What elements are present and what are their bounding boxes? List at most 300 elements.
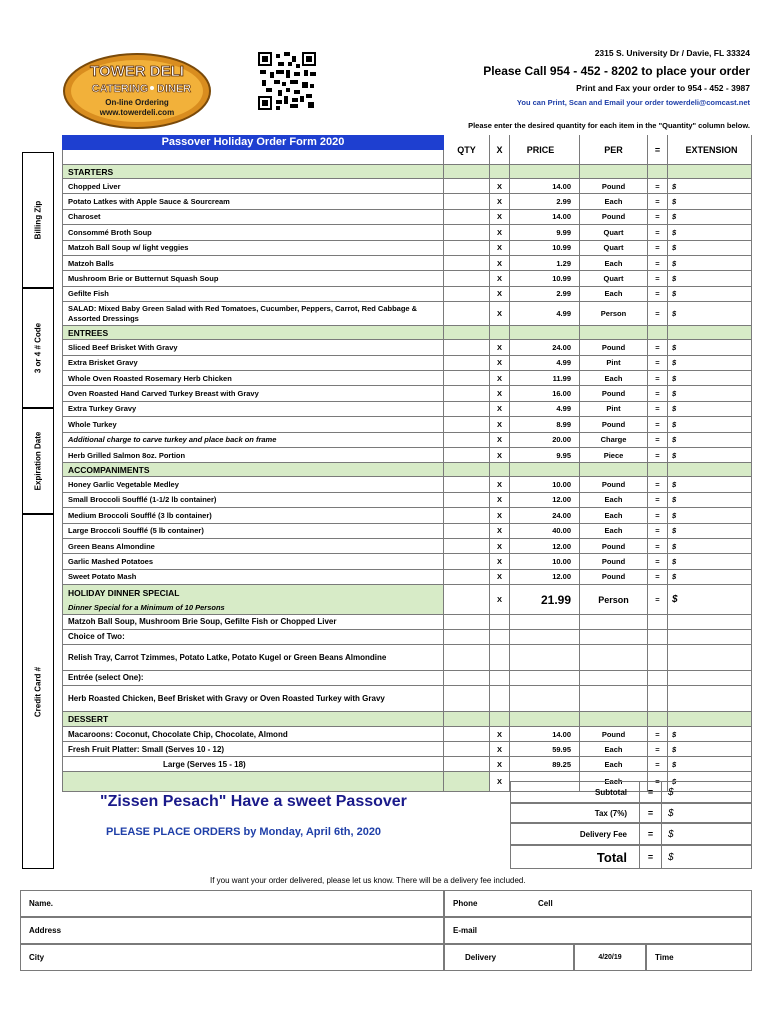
- times-sign: X: [490, 585, 510, 615]
- credit-card-field[interactable]: Credit Card #: [22, 514, 54, 869]
- empty-cell: [668, 645, 752, 671]
- menu-item-row: [62, 287, 752, 302]
- item-unit: Each: [580, 524, 648, 539]
- menu-item-row: [62, 448, 752, 463]
- special-unit: Person: [580, 585, 648, 615]
- summary-total-label: Total: [510, 845, 640, 869]
- empty-cell[interactable]: [444, 630, 490, 645]
- equals-sign: =: [648, 194, 668, 209]
- equals-sign: =: [648, 493, 668, 508]
- item-price: 20.00: [510, 433, 580, 448]
- order-deadline: PLEASE PLACE ORDERS by Monday, April 6th, 2020: [106, 826, 382, 838]
- empty-cell[interactable]: [444, 165, 490, 179]
- equals-sign: =: [648, 179, 668, 194]
- quantity-input[interactable]: [444, 554, 490, 569]
- item-price: 24.00: [510, 508, 580, 523]
- empty-cell: [510, 165, 580, 179]
- item-price: 4.99: [510, 356, 580, 371]
- item-price: 1.29: [510, 256, 580, 271]
- times-sign: X: [490, 772, 510, 792]
- times-sign: X: [490, 727, 510, 742]
- item-unit: Each: [580, 256, 648, 271]
- empty-cell: [510, 712, 580, 727]
- quantity-input[interactable]: [444, 570, 490, 585]
- item-unit: Each: [580, 508, 648, 523]
- quantity-input[interactable]: [444, 539, 490, 554]
- time-field[interactable]: Time: [646, 944, 752, 971]
- extension-value: $: [668, 493, 752, 508]
- item-name: Herb Grilled Salmon 8oz. Portion: [62, 448, 444, 463]
- item-name: Gefilte Fish: [62, 287, 444, 302]
- equals-sign: =: [648, 241, 668, 256]
- col-x: X: [490, 135, 510, 165]
- extension-value: $: [668, 271, 752, 286]
- menu-item-row: [62, 742, 752, 757]
- city-field[interactable]: City: [20, 944, 444, 971]
- item-price: 16.00: [510, 386, 580, 401]
- empty-cell[interactable]: [444, 326, 490, 340]
- empty-cell: [490, 671, 510, 686]
- empty-cell: [580, 630, 648, 645]
- equals-sign: =: [640, 823, 662, 845]
- special-detail: Relish Tray, Carrot Tzimmes, Potato Latke, Potato Kugel or Green Beans Almondine: [62, 645, 444, 671]
- email-line: You can Print, Scan and Email your order towerdeli@comcast.net: [516, 98, 750, 107]
- equals-sign: =: [648, 554, 668, 569]
- item-unit: Each: [580, 493, 648, 508]
- quantity-input[interactable]: [444, 402, 490, 417]
- item-price: 11.99: [510, 371, 580, 386]
- empty-cell: [490, 615, 510, 630]
- times-sign: X: [490, 742, 510, 757]
- menu-item-row: [62, 417, 752, 432]
- qr-code-icon: [258, 52, 316, 110]
- times-sign: X: [490, 508, 510, 523]
- summary-value[interactable]: $: [662, 803, 752, 823]
- item-price: 10.00: [510, 477, 580, 492]
- summary-delivery-fee-label: Delivery Fee: [510, 823, 640, 845]
- quantity-input[interactable]: [444, 742, 490, 757]
- item-name: Large (Serves 15 - 18): [62, 757, 444, 772]
- menu-item-row: [62, 256, 752, 271]
- quantity-input[interactable]: [444, 302, 490, 326]
- quantity-input[interactable]: [444, 585, 490, 615]
- empty-cell: [648, 686, 668, 712]
- summary-value[interactable]: $: [662, 823, 752, 845]
- delivery-date[interactable]: 4/20/19: [574, 944, 646, 971]
- special-detail: Matzoh Ball Soup, Mushroom Brie Soup, Gefilte Fish or Chopped Liver: [62, 615, 444, 630]
- item-unit: Pound: [580, 727, 648, 742]
- quantity-input[interactable]: [444, 271, 490, 286]
- equals-sign: =: [648, 402, 668, 417]
- quantity-input[interactable]: [444, 493, 490, 508]
- extension-value: $: [668, 417, 752, 432]
- item-price: 4.99: [510, 302, 580, 326]
- item-name: Sliced Beef Brisket With Gravy: [62, 340, 444, 355]
- extension-value: $: [668, 524, 752, 539]
- quantity-input[interactable]: [444, 508, 490, 523]
- item-unit: Each: [580, 371, 648, 386]
- quantity-input[interactable]: [444, 194, 490, 209]
- item-price: 14.00: [510, 179, 580, 194]
- empty-cell: [668, 165, 752, 179]
- menu-item-row: [62, 539, 752, 554]
- special-detail-row: [62, 671, 752, 686]
- times-sign: X: [490, 477, 510, 492]
- address-field[interactable]: Address: [20, 917, 444, 944]
- times-sign: X: [490, 287, 510, 302]
- extension-value: $: [668, 402, 752, 417]
- empty-cell[interactable]: [444, 645, 490, 671]
- item-unit: Pound: [580, 340, 648, 355]
- quantity-input[interactable]: [444, 448, 490, 463]
- col-price: PRICE: [510, 135, 580, 165]
- svg-text:DINER: DINER: [156, 83, 192, 95]
- item-unit: Piece: [580, 448, 648, 463]
- times-sign: X: [490, 493, 510, 508]
- item-price: 14.00: [510, 727, 580, 742]
- empty-cell: [668, 686, 752, 712]
- extension-value: $: [668, 477, 752, 492]
- extension-value: $: [668, 570, 752, 585]
- item-unit: Each: [580, 194, 648, 209]
- times-sign: X: [490, 386, 510, 401]
- security-code-field[interactable]: 3 or 4 # Code: [22, 288, 54, 408]
- delivery-note: If you want your order delivered, please let us know. There will be a delivery fee included.: [210, 876, 526, 885]
- item-unit: Pint: [580, 402, 648, 417]
- item-name: Consommé Broth Soup: [62, 225, 444, 240]
- svg-text:On-line Ordering: On-line Ordering: [105, 98, 169, 107]
- extension-value: $: [668, 386, 752, 401]
- summary-value[interactable]: $: [662, 845, 752, 869]
- times-sign: X: [490, 241, 510, 256]
- name-field[interactable]: Name.: [20, 890, 444, 917]
- times-sign: X: [490, 225, 510, 240]
- extension-value: $: [668, 371, 752, 386]
- item-name: Additional charge to carve turkey and place back on frame: [62, 433, 444, 448]
- svg-text:www.towerdeli.com: www.towerdeli.com: [99, 108, 175, 117]
- equals-sign: =: [648, 757, 668, 772]
- equals-sign: =: [648, 433, 668, 448]
- quantity-input[interactable]: [444, 433, 490, 448]
- equals-sign: =: [648, 371, 668, 386]
- item-price: 89.25: [510, 757, 580, 772]
- item-unit: Pound: [580, 554, 648, 569]
- menu-item-row: [62, 757, 752, 772]
- empty-cell: [580, 712, 648, 727]
- menu-item-row: [62, 554, 752, 569]
- extension-value: $: [668, 448, 752, 463]
- item-name: Chopped Liver: [62, 179, 444, 194]
- empty-cell: [580, 615, 648, 630]
- extension-value: $: [668, 508, 752, 523]
- menu-item-row: [62, 477, 752, 492]
- menu-item-row: [62, 302, 752, 326]
- equals-sign: =: [648, 570, 668, 585]
- item-unit: Pound: [580, 210, 648, 225]
- section-dessert: [62, 712, 752, 727]
- col-extension: EXTENSION: [668, 135, 752, 165]
- menu-item-row: [62, 371, 752, 386]
- quantity-input[interactable]: [444, 179, 490, 194]
- empty-cell: [510, 686, 580, 712]
- promo-headline: "Zissen Pesach" Have a sweet Passover: [100, 793, 407, 810]
- section-label: ACCOMPANIMENTS: [62, 463, 444, 477]
- special-detail: Herb Roasted Chicken, Beef Brisket with Gravy or Oven Roasted Turkey with Gravy: [62, 686, 444, 712]
- times-sign: X: [490, 194, 510, 209]
- extension-value: $: [668, 433, 752, 448]
- equals-sign: =: [648, 477, 668, 492]
- quantity-input[interactable]: [444, 287, 490, 302]
- empty-cell: [510, 463, 580, 477]
- item-price: 9.95: [510, 448, 580, 463]
- times-sign: X: [490, 570, 510, 585]
- quantity-input[interactable]: [444, 340, 490, 355]
- item-name: Oven Roasted Hand Carved Turkey Breast with Gravy: [62, 386, 444, 401]
- item-unit: Quart: [580, 225, 648, 240]
- empty-cell: [648, 615, 668, 630]
- times-sign: X: [490, 524, 510, 539]
- empty-cell[interactable]: [444, 686, 490, 712]
- extension-value: $: [668, 340, 752, 355]
- item-price: 2.99: [510, 194, 580, 209]
- special-detail-row: [62, 630, 752, 645]
- item-price: 10.99: [510, 241, 580, 256]
- menu-item-row: [62, 340, 752, 355]
- equals-sign: =: [648, 271, 668, 286]
- menu-item-row: [62, 271, 752, 286]
- empty-cell: [648, 712, 668, 727]
- summary-tax-label: Tax (7%): [510, 803, 640, 823]
- section-accompaniments: [62, 463, 752, 477]
- menu-item-row: [62, 210, 752, 225]
- equals-sign: =: [648, 340, 668, 355]
- phone-field[interactable]: Phone Cell: [444, 890, 752, 917]
- empty-cell: [648, 463, 668, 477]
- item-name: Potato Latkes with Apple Sauce & Sourcream: [62, 194, 444, 209]
- extension-value: $: [668, 727, 752, 742]
- empty-cell[interactable]: [444, 671, 490, 686]
- empty-cell: [668, 671, 752, 686]
- empty-cell: [490, 630, 510, 645]
- quantity-input[interactable]: [444, 256, 490, 271]
- times-sign: X: [490, 356, 510, 371]
- item-name: Macaroons: Coconut, Chocolate Chip, Chocolate, Almond: [62, 727, 444, 742]
- menu-item-row: [62, 356, 752, 371]
- empty-cell[interactable]: [444, 463, 490, 477]
- equals-sign: =: [648, 727, 668, 742]
- empty-cell: [510, 645, 580, 671]
- quantity-input[interactable]: [444, 241, 490, 256]
- times-sign: X: [490, 757, 510, 772]
- extension-value: $: [668, 194, 752, 209]
- equals-sign: =: [648, 585, 668, 615]
- item-price: 12.00: [510, 570, 580, 585]
- col-eq: =: [648, 135, 668, 165]
- item-name: Honey Garlic Vegetable Medley: [62, 477, 444, 492]
- special-detail-row: [62, 615, 752, 630]
- summary-subtotal-label: Subtotal: [510, 781, 640, 803]
- quantity-input[interactable]: [444, 210, 490, 225]
- menu-item-row: [62, 570, 752, 585]
- empty-cell: [510, 630, 580, 645]
- item-name: Matzoh Ball Soup w/ light veggies: [62, 241, 444, 256]
- extension-value: $: [668, 225, 752, 240]
- empty-cell: [648, 630, 668, 645]
- quantity-input[interactable]: [444, 524, 490, 539]
- item-name: Matzoh Balls: [62, 256, 444, 271]
- item-name: Large Broccoli Soufflé (5 lb container): [62, 524, 444, 539]
- item-name: Medium Broccoli Soufflé (3 lb container): [62, 508, 444, 523]
- empty-cell: [510, 615, 580, 630]
- menu-item-row: [62, 194, 752, 209]
- empty-cell: [580, 686, 648, 712]
- extension-value: $: [668, 585, 752, 615]
- empty-cell[interactable]: [444, 712, 490, 727]
- item-unit: Each: [580, 742, 648, 757]
- menu-item-row: [62, 225, 752, 240]
- extension-value: $: [668, 302, 752, 326]
- empty-cell: [490, 686, 510, 712]
- special-price: 21.99: [510, 585, 580, 615]
- item-price: 8.99: [510, 417, 580, 432]
- empty-cell: [490, 463, 510, 477]
- empty-cell: [510, 326, 580, 340]
- svg-text:CATERING: CATERING: [91, 83, 149, 95]
- equals-sign: =: [648, 508, 668, 523]
- item-price: 9.99: [510, 225, 580, 240]
- item-price: 10.99: [510, 271, 580, 286]
- equals-sign: =: [648, 256, 668, 271]
- email-field[interactable]: E-mail: [444, 917, 752, 944]
- item-name: Charoset: [62, 210, 444, 225]
- equals-sign: =: [640, 803, 662, 823]
- item-unit: Pound: [580, 539, 648, 554]
- equals-sign: =: [648, 417, 668, 432]
- menu-item-row: [62, 241, 752, 256]
- empty-cell: [648, 326, 668, 340]
- times-sign: X: [490, 417, 510, 432]
- equals-sign: =: [648, 386, 668, 401]
- delivery-field[interactable]: Delivery: [444, 944, 574, 971]
- item-name: Garlic Mashed Potatoes: [62, 554, 444, 569]
- empty-cell: [648, 671, 668, 686]
- times-sign: X: [490, 539, 510, 554]
- menu-item-row: [62, 433, 752, 448]
- times-sign: X: [490, 302, 510, 326]
- special-title: HOLIDAY DINNER SPECIAL: [68, 587, 180, 598]
- col-qty: QTY: [444, 135, 490, 165]
- item-name: Small Broccoli Soufflé (1-1/2 lb container): [62, 493, 444, 508]
- item-unit: Pound: [580, 570, 648, 585]
- special-detail: Choice of Two:: [62, 630, 444, 645]
- holiday-special-row: [62, 585, 752, 615]
- item-unit: Person: [580, 302, 648, 326]
- item-name: Whole Turkey: [62, 417, 444, 432]
- quantity-input[interactable]: [444, 772, 490, 792]
- quantity-input[interactable]: [444, 225, 490, 240]
- item-price: 10.00: [510, 554, 580, 569]
- quantity-input[interactable]: [444, 477, 490, 492]
- svg-text:TOWER DELI: TOWER DELI: [90, 63, 184, 80]
- times-sign: X: [490, 271, 510, 286]
- quantity-input[interactable]: [444, 356, 490, 371]
- times-sign: X: [490, 371, 510, 386]
- empty-cell: [668, 326, 752, 340]
- item-name: Whole Oven Roasted Rosemary Herb Chicken: [62, 371, 444, 386]
- section-label: STARTERS: [62, 165, 444, 179]
- extra-item-input[interactable]: [62, 772, 444, 792]
- col-per: PER: [580, 135, 648, 165]
- extension-value: $: [668, 287, 752, 302]
- item-unit: Each: [580, 757, 648, 772]
- empty-cell: [668, 615, 752, 630]
- times-sign: X: [490, 256, 510, 271]
- times-sign: X: [490, 340, 510, 355]
- extension-value: $: [668, 179, 752, 194]
- item-unit: Pound: [580, 417, 648, 432]
- item-unit: Pound: [580, 179, 648, 194]
- extension-value: $: [668, 256, 752, 271]
- item-unit: Pint: [580, 356, 648, 371]
- extension-value: $: [668, 742, 752, 757]
- quantity-input[interactable]: [444, 386, 490, 401]
- empty-cell[interactable]: [444, 615, 490, 630]
- special-subtitle: Dinner Special for a Minimum of 10 Persons: [68, 602, 225, 612]
- quantity-input[interactable]: [444, 371, 490, 386]
- equals-sign: =: [648, 772, 668, 792]
- menu-item-row: [62, 402, 752, 417]
- item-price: 14.00: [510, 210, 580, 225]
- item-name: Fresh Fruit Platter: Small (Serves 10 - 12): [62, 742, 444, 757]
- empty-cell: [580, 645, 648, 671]
- empty-cell: [580, 671, 648, 686]
- menu-item-row: [62, 524, 752, 539]
- times-sign: X: [490, 179, 510, 194]
- extension-value: $: [668, 554, 752, 569]
- quantity-input[interactable]: [444, 757, 490, 772]
- empty-cell: [668, 630, 752, 645]
- equals-sign: =: [648, 302, 668, 326]
- item-name: Extra Brisket Gravy: [62, 356, 444, 371]
- times-sign: X: [490, 210, 510, 225]
- empty-cell: [668, 463, 752, 477]
- item-price: 59.95: [510, 742, 580, 757]
- equals-sign: =: [648, 448, 668, 463]
- summary-value[interactable]: $: [662, 781, 752, 803]
- billing-zip-field[interactable]: Billing Zip: [22, 152, 54, 288]
- equals-sign: =: [648, 287, 668, 302]
- empty-cell: [580, 165, 648, 179]
- item-name: Extra Turkey Gravy: [62, 402, 444, 417]
- item-unit: Each: [580, 287, 648, 302]
- empty-cell: [490, 326, 510, 340]
- item-price: 24.00: [510, 340, 580, 355]
- empty-cell: [580, 463, 648, 477]
- quantity-input[interactable]: [444, 417, 490, 432]
- extension-value: $: [668, 356, 752, 371]
- equals-sign: =: [648, 539, 668, 554]
- expiration-date-field[interactable]: Expiration Date: [22, 408, 54, 514]
- special-detail: Entrée (select One):: [62, 671, 444, 686]
- equals-sign: =: [648, 210, 668, 225]
- quantity-instruction: Please enter the desired quantity for each item in the "Quantity" column below.: [468, 121, 750, 130]
- menu-item-row: [62, 493, 752, 508]
- quantity-input[interactable]: [444, 727, 490, 742]
- fax-line: Print and Fax your order to 954 - 452 - 3987: [576, 83, 750, 93]
- item-unit: Pound: [580, 386, 648, 401]
- tower-deli-logo: [62, 52, 212, 130]
- item-unit: Each: [580, 772, 648, 792]
